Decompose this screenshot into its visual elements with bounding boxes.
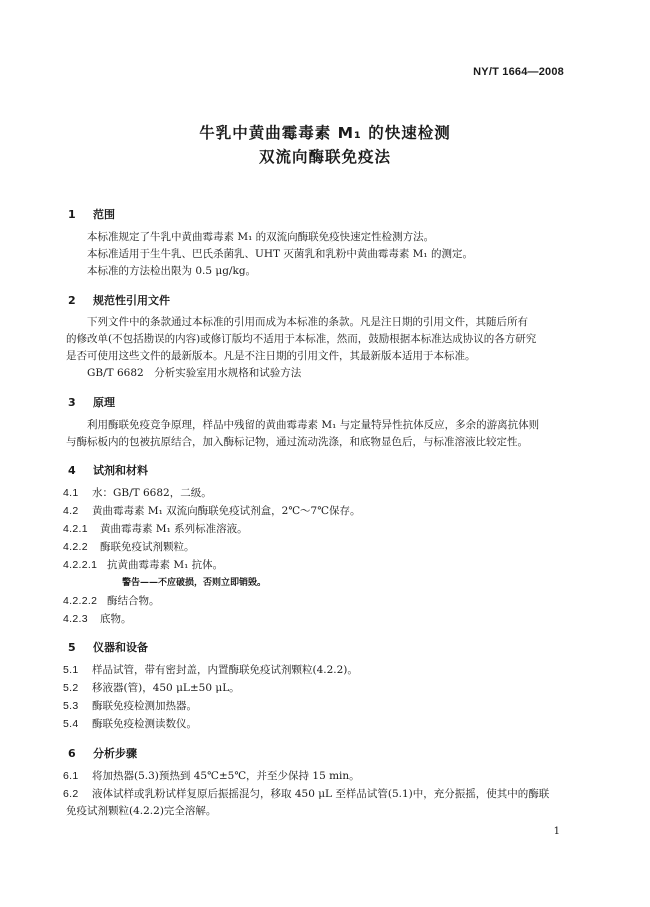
section-title: 仪器和设备 xyxy=(93,641,148,654)
section-number: 4 xyxy=(68,464,76,477)
warning-note: 警告——不应破损，否则立即销毁。 xyxy=(122,578,267,588)
normative-reference: GB/T 6682 分析实验室用水规格和试验方法 xyxy=(87,367,302,379)
section-title: 原理 xyxy=(93,396,115,409)
clause-4-2-1: 4.2.1 黄曲霉毒素 M₁ 系列标准溶液。 xyxy=(63,523,248,535)
section-4-heading xyxy=(68,462,148,478)
clause-4-2-3: 4.2.3 底物。 xyxy=(63,613,132,625)
section-2-heading xyxy=(68,292,170,308)
section-1-heading xyxy=(68,206,115,222)
refs-paragraph-line3: 是否可使用这些文件的最新版本。凡是不注日期的引用文件，其最新版本适用于本标准。 xyxy=(66,350,476,362)
clause-6-2-continued: 免疫试剂颗粒(4.2.2)完全溶解。 xyxy=(66,805,217,817)
scope-paragraph-3: 本标准的方法检出限为 0.5 μg/kg。 xyxy=(87,265,257,277)
section-title: 分析步骤 xyxy=(93,747,137,760)
refs-paragraph-line2: 的修改单(不包括勘误的内容)或修订版均不适用于本标准，然而，鼓励根据本标准达成协议的各方研究 xyxy=(66,333,537,345)
principle-paragraph-line2: 与酶标板内的包被抗原结合，加入酶标记物，通过流动洗涤，和底物显色后，与标准溶液比较定性。 xyxy=(66,436,528,448)
scope-paragraph-1: 本标准规定了牛乳中黄曲霉毒素 M₁ 的双流向酶联免疫快速定性检测方法。 xyxy=(87,231,435,243)
refs-paragraph-line1: 下列文件中的条款通过本标准的引用而成为本标准的条款。凡是注日期的引用文件，其随后所有 xyxy=(87,316,528,328)
clause-4-2-2-2: 4.2.2.2 酶结合物。 xyxy=(63,595,160,607)
document-title-line1: 牛乳中黄曲霉毒素 M₁ 的快速检测 xyxy=(199,124,451,142)
clause-4-1: 4.1 水：GB/T 6682，二级。 xyxy=(63,487,212,499)
clause-6-1: 6.1 将加热器(5.3)预热到 45℃±5℃，并至少保持 15 min。 xyxy=(63,770,360,782)
section-6-heading xyxy=(68,745,137,761)
standard-code: NY/T 1664—2008 xyxy=(473,66,564,78)
principle-paragraph-line1: 利用酶联免疫竞争原理，样品中残留的黄曲霉毒素 M₁ 与定量特异性抗体反应，多余的游离抗体则 xyxy=(87,419,540,431)
clause-5-3: 5.3 酶联免疫检测加热器。 xyxy=(63,700,197,712)
section-5-heading xyxy=(68,639,148,655)
section-title: 规范性引用文件 xyxy=(93,294,170,307)
clause-4-2: 4.2 黄曲霉毒素 M₁ 双流向酶联免疫试剂盒，2℃～7℃保存。 xyxy=(63,505,361,517)
section-number: 3 xyxy=(68,396,76,409)
clause-6-2: 6.2 液体试样或乳粉试样复原后振摇混匀，移取 450 μL 至样品试管(5.1)中，充分振摇，使其中的酶联 xyxy=(63,788,550,800)
section-number: 2 xyxy=(68,294,76,307)
clause-4-2-2-1: 4.2.2.1 抗黄曲霉毒素 M₁ 抗体。 xyxy=(63,559,224,571)
clause-5-2: 5.2 移液器(管)，450 μL±50 μL。 xyxy=(63,682,240,694)
document-title-line2: 双流向酶联免疫法 xyxy=(258,148,391,166)
page-number: 1 xyxy=(553,826,560,837)
section-number: 5 xyxy=(68,641,76,654)
section-title: 试剂和材料 xyxy=(93,464,148,477)
section-number: 6 xyxy=(68,747,76,760)
scope-paragraph-2: 本标准适用于生牛乳、巴氏杀菌乳、UHT 灭菌乳和乳粉中黄曲霉毒素 M₁ 的测定。 xyxy=(87,248,473,260)
section-3-heading xyxy=(68,394,115,410)
section-number: 1 xyxy=(68,208,76,221)
clause-5-4: 5.4 酶联免疫检测读数仪。 xyxy=(63,718,197,730)
clause-5-1: 5.1 样品试管，带有密封盖，内置酶联免疫试剂颗粒(4.2.2)。 xyxy=(63,664,358,676)
section-title: 范围 xyxy=(93,208,115,221)
clause-4-2-2: 4.2.2 酶联免疫试剂颗粒。 xyxy=(63,541,195,553)
